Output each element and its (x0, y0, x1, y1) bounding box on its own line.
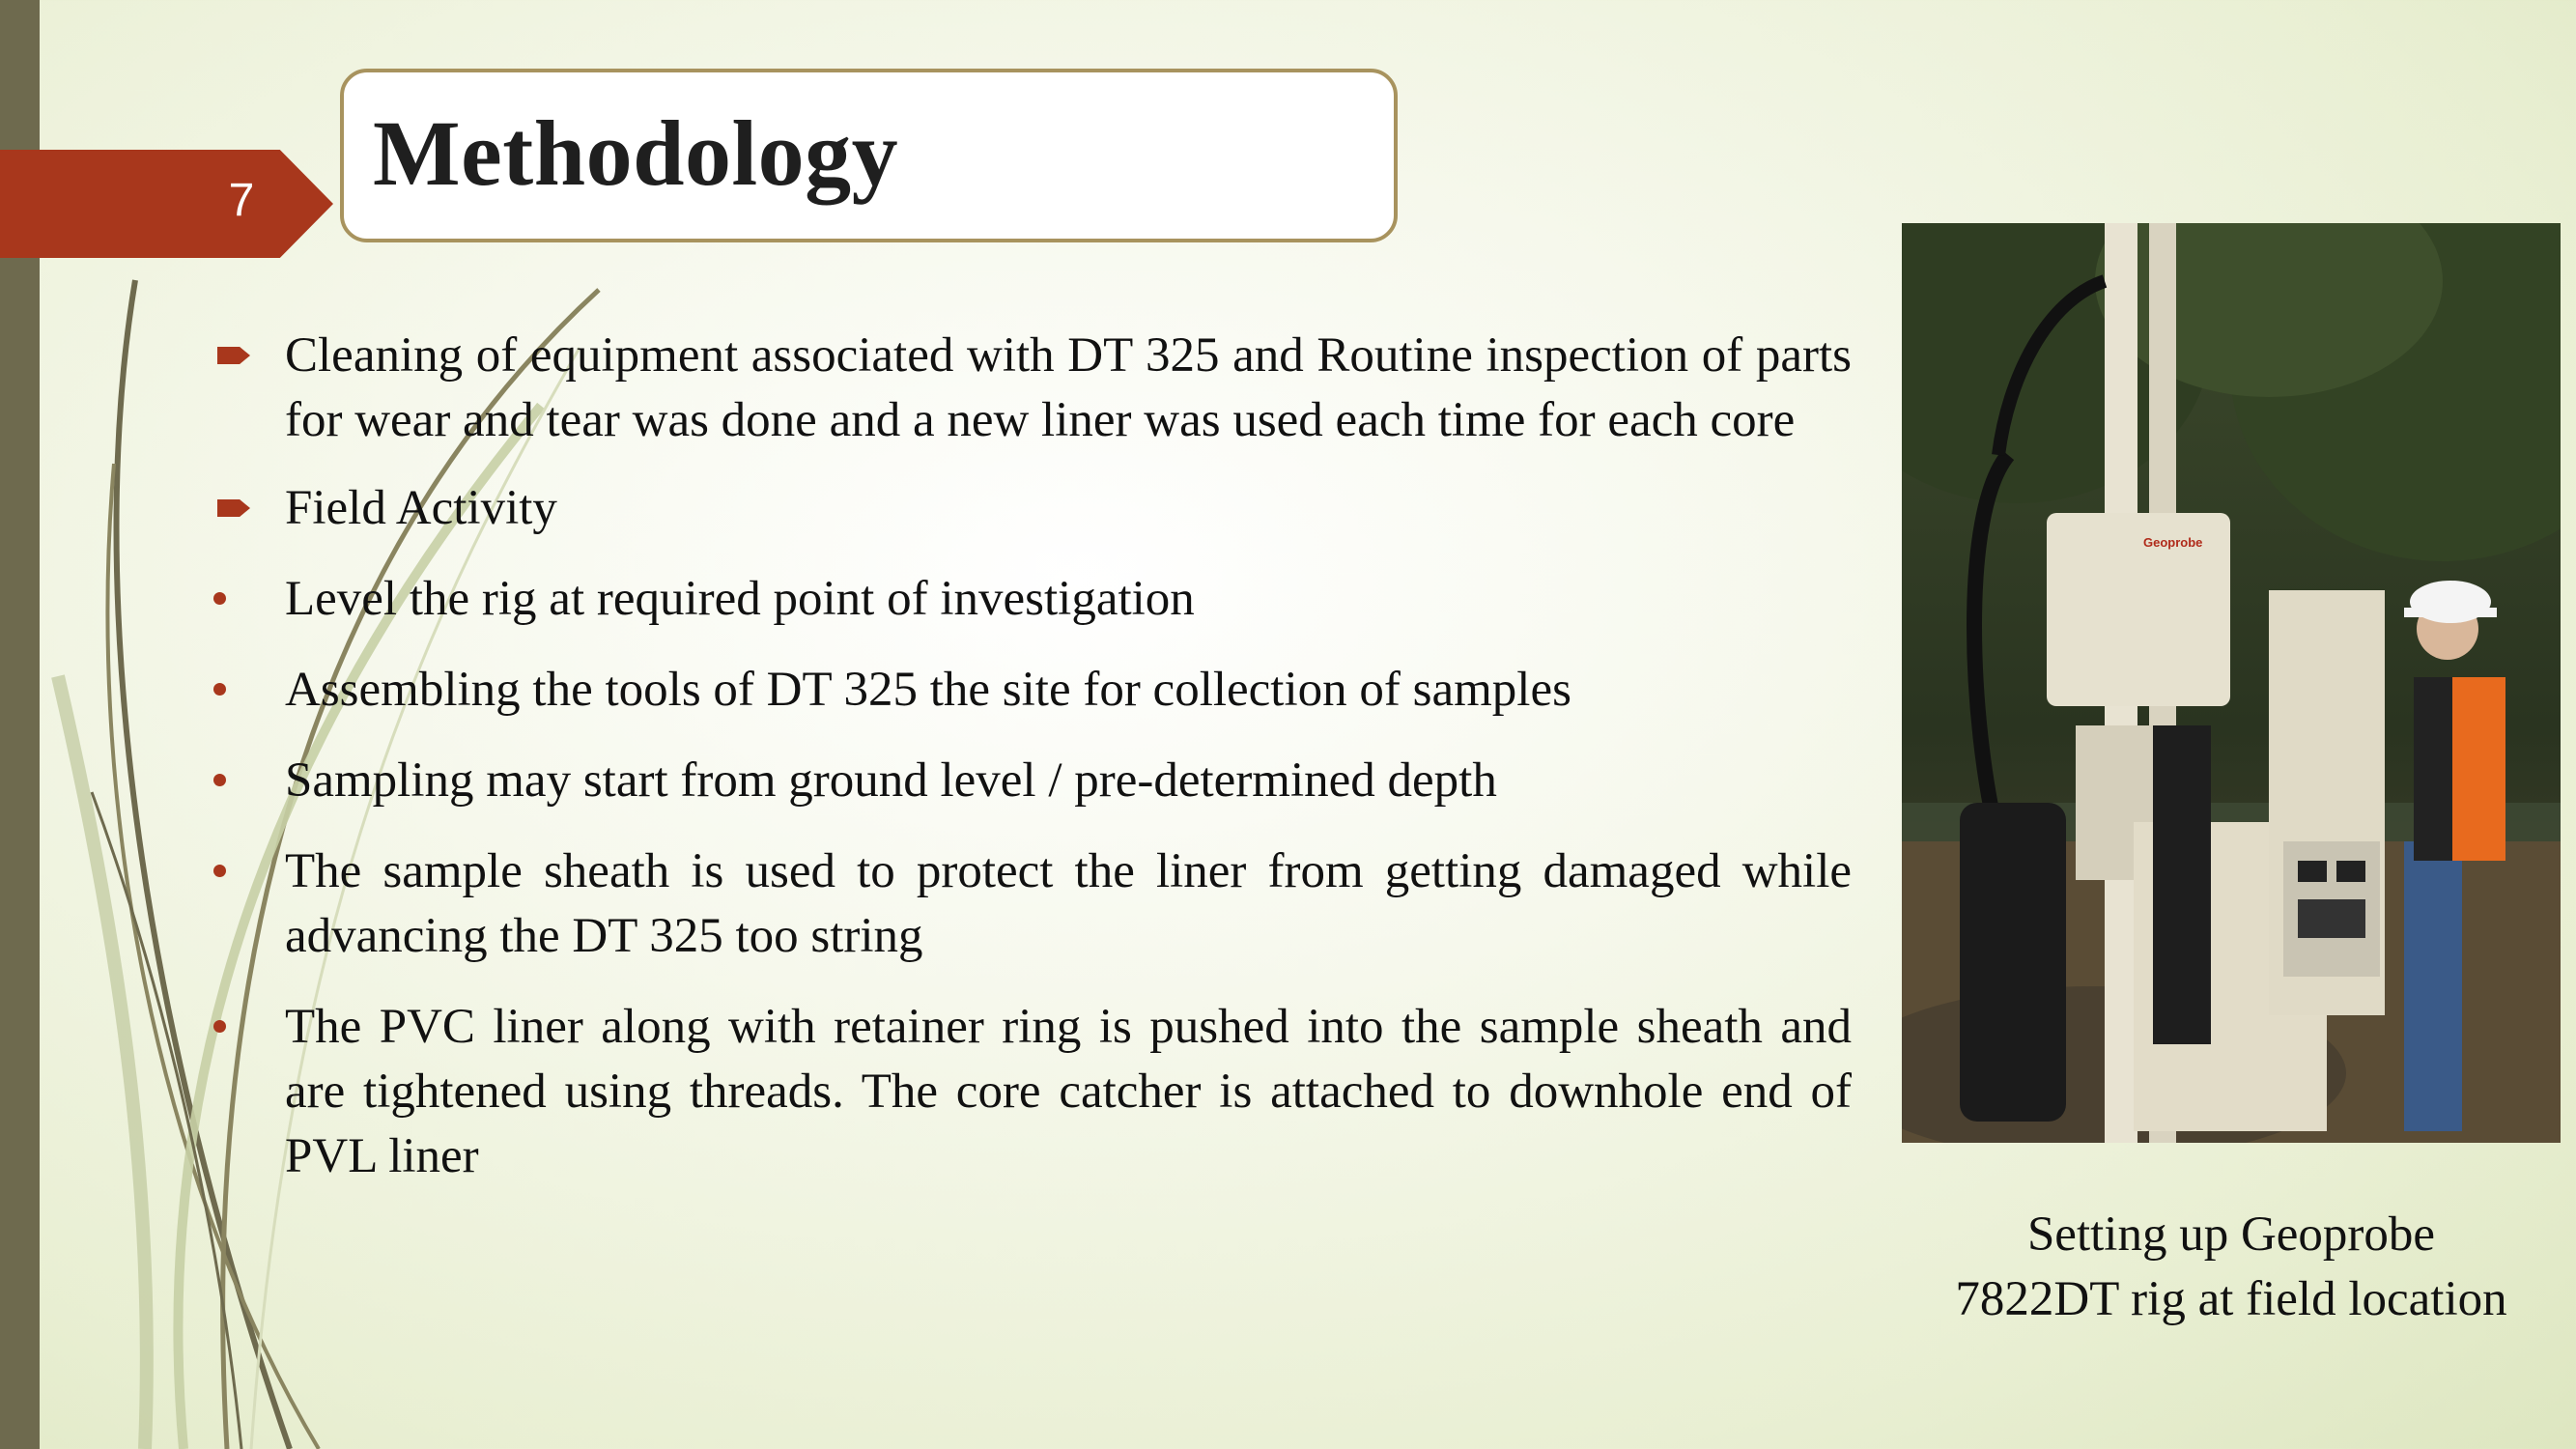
slide-number: 7 (228, 175, 255, 226)
bullet-item (208, 839, 1852, 969)
bullet-text: Assembling the tools of DT 325 the site for collection of samples (285, 663, 1571, 717)
bullet-text: Sampling may start from ground level / pre-determined depth (285, 753, 1497, 808)
drill-rig-photo (1902, 223, 2561, 1143)
bullet-text: Level the rig at required point of investigation (285, 572, 1195, 626)
rig-brand-label: Geoprobe (2143, 535, 2203, 550)
dot-bullet-icon (208, 658, 266, 723)
title-box (340, 69, 1398, 242)
bullet-item (208, 324, 1852, 453)
bullet-list (208, 324, 1852, 1189)
bullet-item (208, 749, 1852, 813)
bullet-item (208, 658, 1852, 723)
arrow-bullet-icon (208, 324, 266, 388)
bullet-item (208, 476, 1852, 541)
bullet-item (208, 995, 1852, 1189)
bullet-text: Cleaning of equipment associated with DT 325 and Routine inspection of parts for wear and tear was done and a new liner was used each time for each core (285, 328, 1852, 447)
dot-bullet-icon (208, 567, 266, 632)
slide-number-tab (0, 150, 333, 258)
photo-caption-line: 7822DT rig at field location (1955, 1272, 2507, 1326)
bullet-text: The PVC liner along with retainer ring is pushed into the sample sheath and are tightened using threads. The core catcher is attached to downhole end of PVL liner (285, 1000, 1852, 1183)
dot-bullet-icon (208, 749, 266, 813)
photo-caption-line: Setting up Geoprobe (2026, 1208, 2436, 1262)
dot-bullet-icon (208, 839, 266, 904)
dot-bullet-icon (208, 995, 266, 1060)
bullet-text: Field Activity (285, 481, 557, 535)
bullet-text: The sample sheath is used to protect the liner from getting damaged while advancing the DT 325 too string (285, 844, 1852, 963)
arrow-bullet-icon (208, 476, 266, 541)
photo-caption (1874, 1203, 2576, 1332)
bullet-item (208, 567, 1852, 632)
page-title: Methodology (373, 101, 899, 205)
